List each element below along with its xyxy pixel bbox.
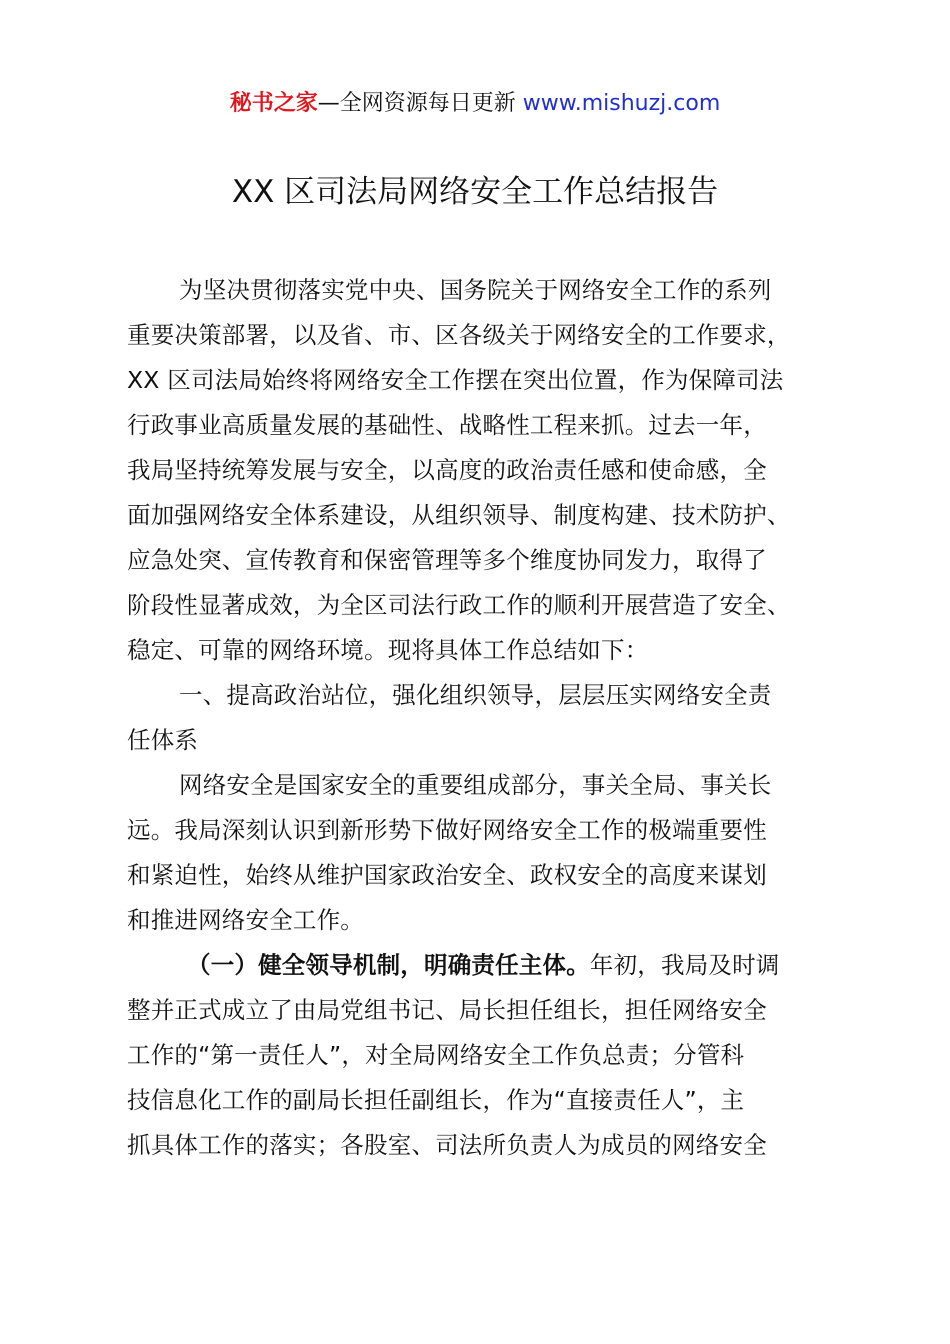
subsection-line (127, 943, 837, 988)
document-title: XX 区司法局网络安全工作总结报告 (231, 174, 719, 210)
paragraph-line: 行政事业高质量发展的基础性、战略性工程来抓。过去一年， (127, 411, 767, 439)
paragraph-line: 面加强网络安全体系建设，从组织领导、制度构建、技术防护、 (127, 501, 791, 529)
paragraph-line: 和紧迫性，始终从维护国家政治安全、政权安全的高度来谋划 (127, 861, 767, 889)
paragraph-line: 工作的“第一责任人”，对全局网络安全工作负总责；分管科 (127, 1041, 745, 1069)
paragraph-line: 阶段性显著成效，为全区司法行政工作的顺利开展营造了安全、 (127, 591, 791, 619)
section-heading-line: 一、提高政治站位，强化组织领导，层层压实网络安全责 (179, 681, 772, 709)
paragraph-line: 为坚决贯彻落实党中央、国务院关于网络安全工作的系列 (179, 276, 772, 304)
header-tagline: —全网资源每日更新 (317, 91, 523, 116)
subsection-heading: （一）健全领导机制，明确责任主体。 (187, 951, 590, 979)
site-url-link[interactable]: www.mishuzj.com (522, 91, 721, 116)
brand-name: 秘书之家 (229, 91, 318, 116)
site-header (0, 88, 950, 120)
subsection-text: 年初，我局及时调 (589, 951, 780, 979)
paragraph-line: 和推进网络安全工作。 (127, 906, 364, 934)
paragraph-line: 重要决策部署，以及省、市、区各级关于网络安全的工作要求， (127, 321, 791, 349)
paragraph-line: 应急处突、宣传教育和保密管理等多个维度协同发力，取得了 (127, 546, 767, 574)
document-body (127, 268, 837, 1168)
paragraph-line: 远。我局深刻认识到新形势下做好网络安全工作的极端重要性 (127, 816, 767, 844)
paragraph-line: XX 区司法局始终将网络安全工作摆在突出位置，作为保障司法 (127, 366, 784, 394)
paragraph-line: 整并正式成立了由局党组书记、局长担任组长，担任网络安全 (127, 996, 767, 1024)
paragraph-line: 技信息化工作的副局长担任副组长，作为“直接责任人”，主 (127, 1086, 745, 1114)
paragraph-line: 抓具体工作的落实；各股室、司法所负责人为成员的网络安全 (127, 1131, 767, 1159)
section-heading-line: 任体系 (127, 726, 199, 754)
paragraph-line: 稳定、可靠的网络环境。现将具体工作总结如下： (127, 636, 649, 664)
paragraph-line: 我局坚持统筹发展与安全，以高度的政治责任感和使命感，全 (127, 456, 767, 484)
paragraph-line: 网络安全是国家安全的重要组成部分，事关全局、事关长 (179, 771, 772, 799)
